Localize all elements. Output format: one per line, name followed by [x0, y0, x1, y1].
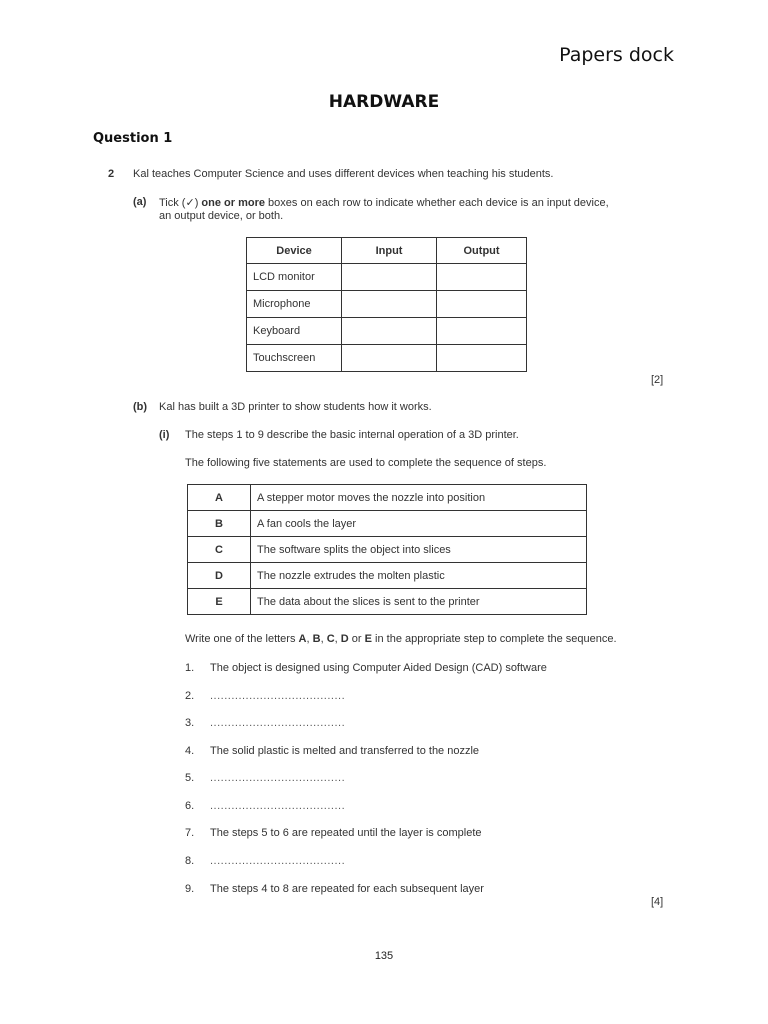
table-row	[188, 485, 587, 511]
instruction-letter: B	[312, 633, 321, 645]
statements-intro: The following five statements are used to complete the sequence of steps.	[185, 457, 547, 469]
instruction-letter: A	[298, 633, 307, 645]
output-tick-box[interactable]	[437, 264, 527, 291]
output-tick-box[interactable]	[437, 291, 527, 318]
output-tick-box[interactable]	[437, 318, 527, 345]
statement-text: The software splits the object into slices	[251, 537, 587, 563]
table-header: Input	[342, 238, 437, 264]
input-tick-box[interactable]	[342, 345, 437, 372]
table-row	[188, 563, 587, 589]
input-tick-box[interactable]	[342, 264, 437, 291]
instruction-letter: C	[326, 633, 335, 645]
step-number: 1.	[185, 662, 195, 674]
table-header: Output	[437, 238, 527, 264]
step-answer-line[interactable]: ......................................	[210, 717, 346, 729]
table-row	[188, 589, 587, 615]
statement-text: A stepper motor moves the nozzle into position	[251, 485, 587, 511]
step-answer-line[interactable]: ......................................	[210, 855, 346, 867]
table-row	[247, 318, 527, 345]
part-b-marks: [4]	[651, 896, 664, 908]
page-title: HARDWARE	[328, 92, 440, 112]
table-row	[247, 345, 527, 372]
step-text: The steps 5 to 6 are repeated until the layer is complete	[210, 827, 482, 839]
input-tick-box[interactable]	[342, 291, 437, 318]
output-tick-box[interactable]	[437, 345, 527, 372]
step-number: 4.	[185, 745, 195, 757]
table-header: Device	[247, 238, 342, 264]
step-number: 8.	[185, 855, 195, 867]
instruction-letter: E	[364, 633, 372, 645]
table-row	[247, 264, 527, 291]
statement-letter: A	[188, 485, 251, 511]
device-table	[246, 237, 527, 372]
step-number: 2.	[185, 690, 195, 702]
statement-text: The nozzle extrudes the molten plastic	[251, 563, 587, 589]
statement-letter: B	[188, 511, 251, 537]
step-number: 6.	[185, 800, 195, 812]
question-label: Question 1	[93, 131, 173, 146]
input-tick-box[interactable]	[342, 318, 437, 345]
step-text: The solid plastic is melted and transferred to the nozzle	[210, 745, 480, 757]
step-answer-line[interactable]: ......................................	[210, 690, 346, 702]
brand-label: Papers dock	[559, 44, 674, 66]
step-number: 7.	[185, 827, 195, 839]
part-a-instruction	[159, 196, 609, 209]
part-a-label: (a)	[133, 196, 147, 208]
part-a-text-pre: Tick (✓)	[159, 197, 202, 209]
part-b-i-text: The steps 1 to 9 describe the basic internal operation of a 3D printer.	[185, 429, 519, 441]
part-a-text-post: boxes on each row to indicate whether each device is an input device,	[265, 197, 609, 209]
question-number: 2	[108, 168, 115, 180]
part-b-i-label: (i)	[159, 429, 170, 441]
part-b-label: (b)	[133, 401, 148, 413]
instruction-letter: D	[340, 633, 349, 645]
instruction-post: in the appropriate step to complete the sequence.	[371, 633, 617, 645]
table-row	[247, 291, 527, 318]
page-number: 135	[374, 950, 394, 962]
statement-text: A fan cools the layer	[251, 511, 587, 537]
step-answer-line[interactable]: ......................................	[210, 800, 346, 812]
table-row	[188, 511, 587, 537]
statement-letter: C	[188, 537, 251, 563]
part-a-text-bold: one or more	[201, 197, 265, 209]
statement-letter: D	[188, 563, 251, 589]
part-a-instruction-line2: an output device, or both.	[159, 210, 284, 222]
sequence-instruction: Write one of the letters A, B, C, D or E in the appropriate step to complete the sequence.	[185, 633, 617, 645]
device-cell: Keyboard	[247, 318, 342, 345]
part-b-intro: Kal has built a 3D printer to show students how it works.	[159, 401, 432, 413]
table-row	[188, 537, 587, 563]
step-answer-line[interactable]: ......................................	[210, 772, 346, 784]
statements-table	[187, 484, 587, 615]
question-intro: Kal teaches Computer Science and uses different devices when teaching his students.	[133, 168, 554, 180]
device-cell: Microphone	[247, 291, 342, 318]
step-number: 9.	[185, 883, 195, 895]
device-cell: Touchscreen	[247, 345, 342, 372]
step-number: 3.	[185, 717, 195, 729]
step-text: The object is designed using Computer Aided Design (CAD) software	[210, 662, 547, 674]
step-number: 5.	[185, 772, 195, 784]
table-header-row	[247, 238, 527, 264]
statement-text: The data about the slices is sent to the printer	[251, 589, 587, 615]
statement-letter: E	[188, 589, 251, 615]
part-a-marks: [2]	[651, 374, 664, 386]
step-text: The steps 4 to 8 are repeated for each subsequent layer	[210, 883, 484, 895]
device-cell: LCD monitor	[247, 264, 342, 291]
instruction-pre: Write one of the letters	[185, 633, 299, 645]
